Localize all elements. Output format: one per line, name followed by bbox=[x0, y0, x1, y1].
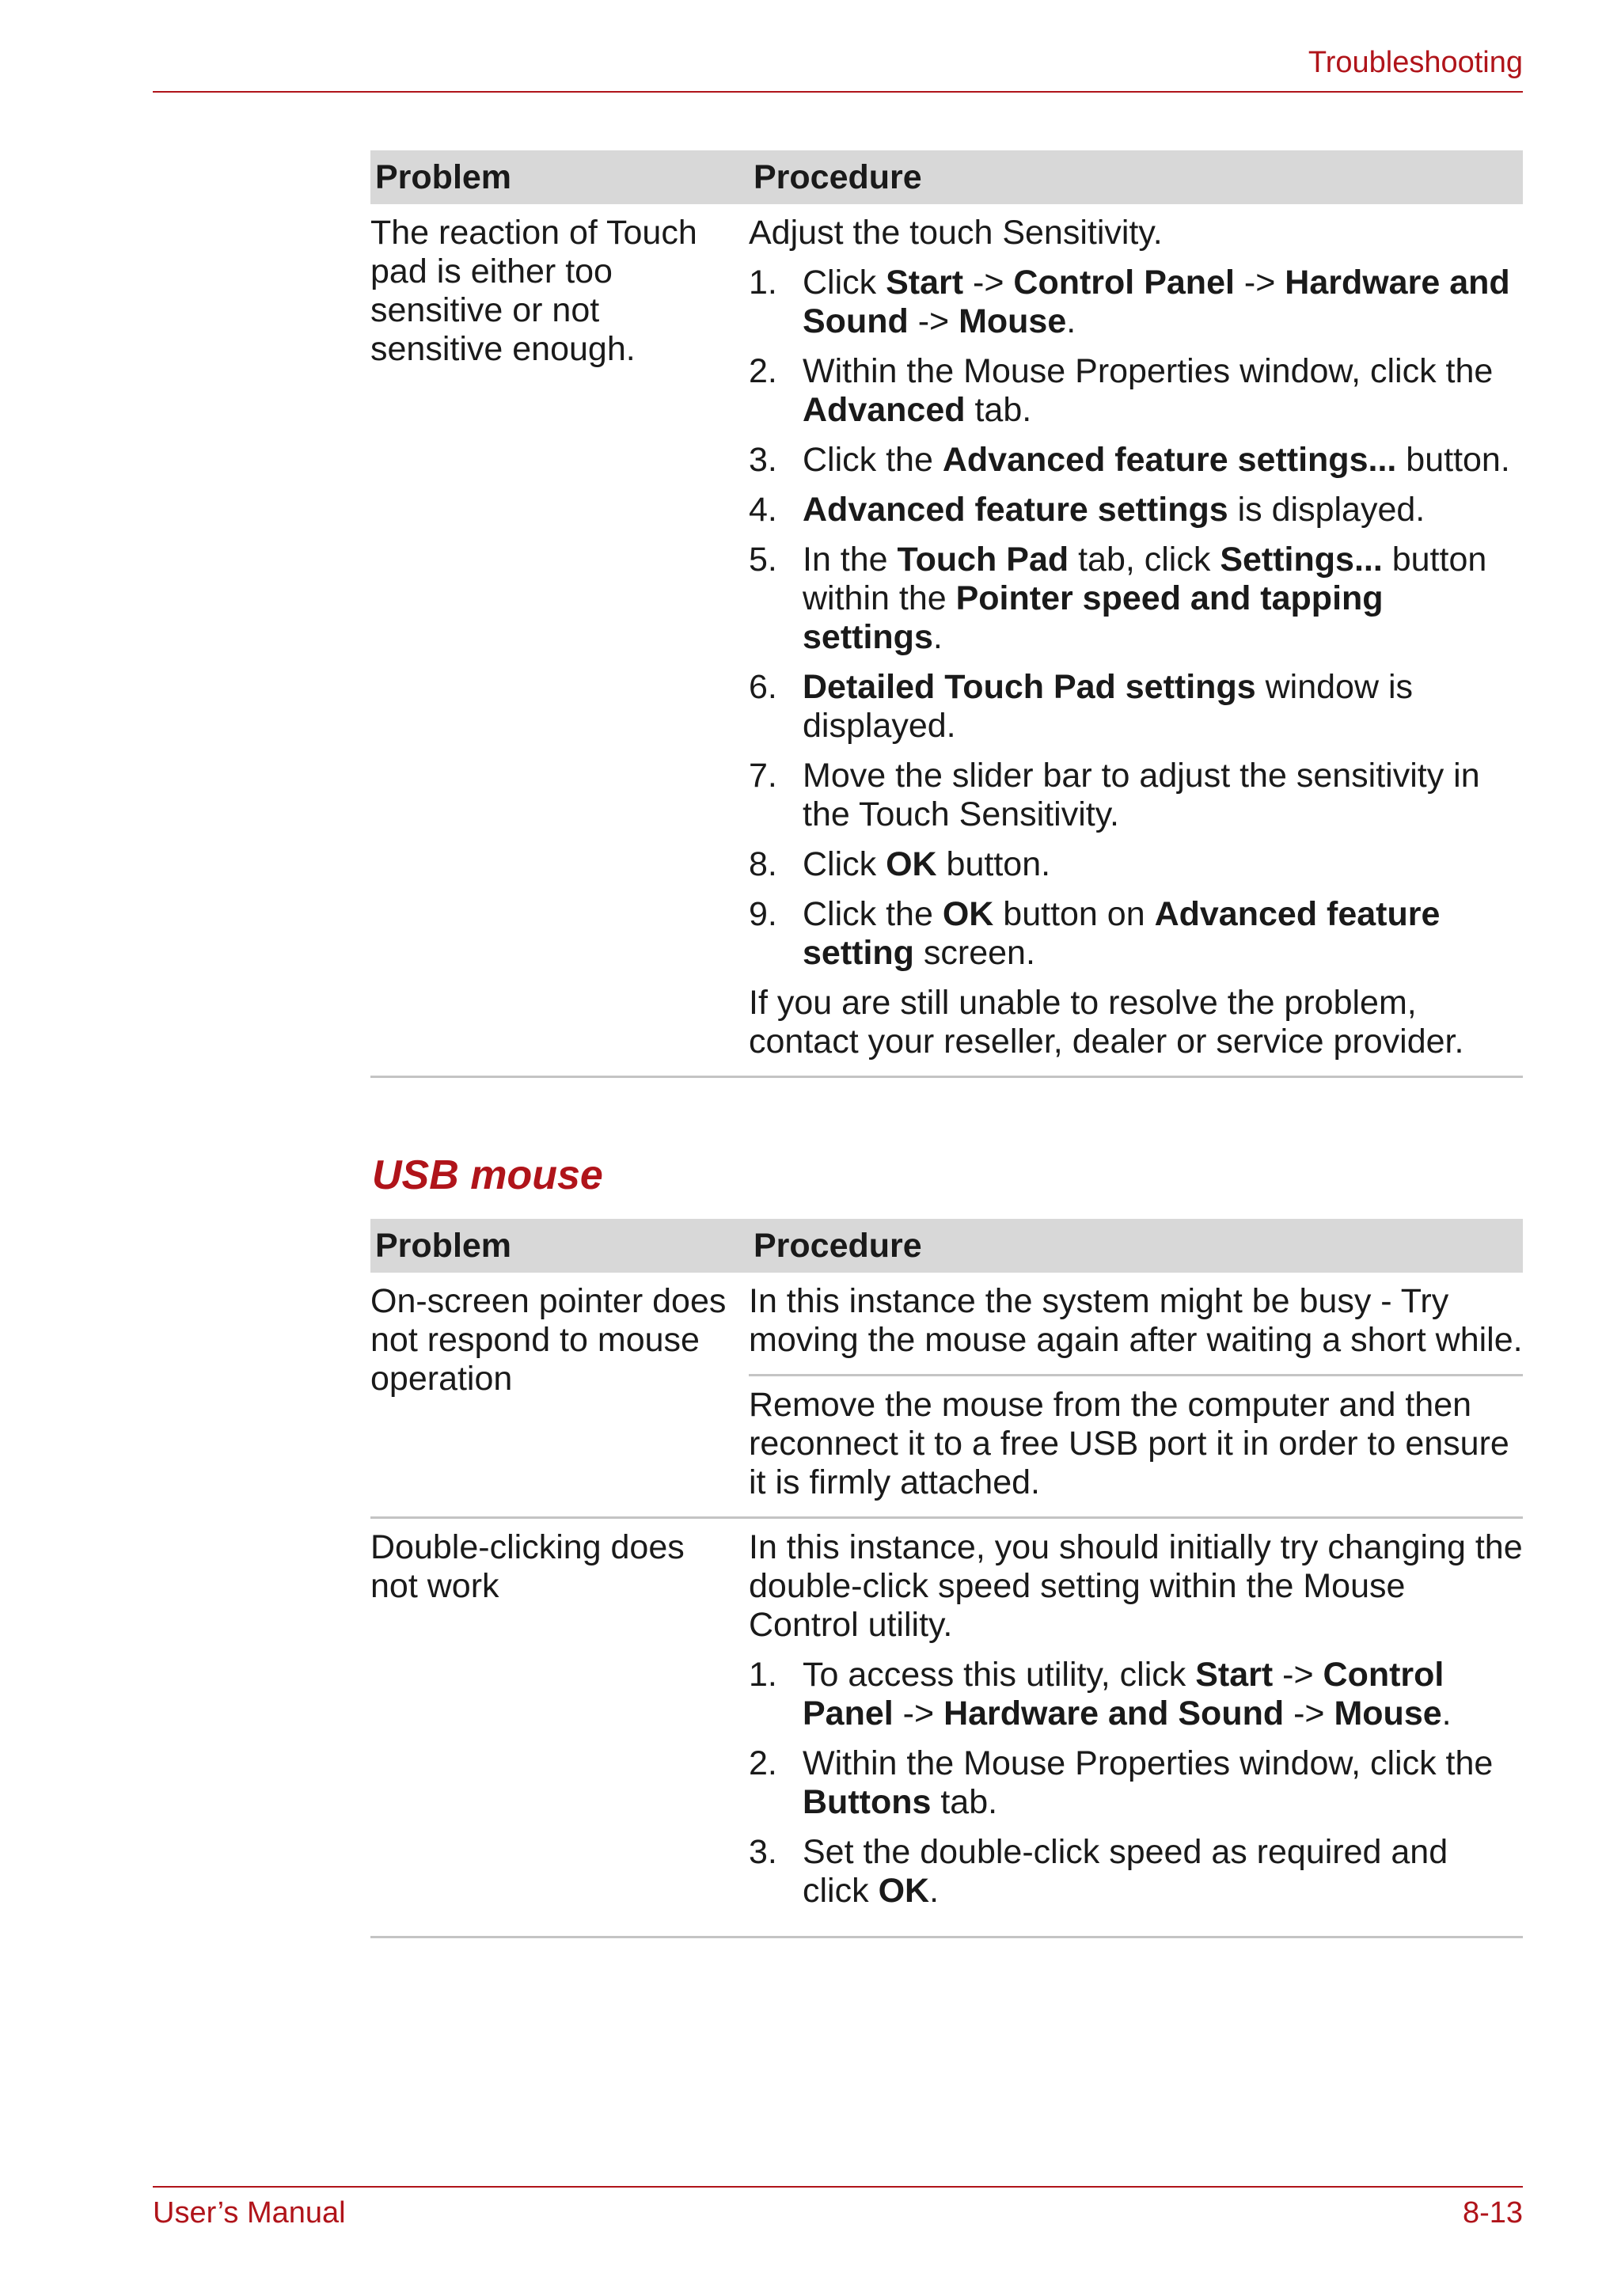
step-text-bold: Advanced feature setting bbox=[803, 895, 1441, 972]
procedure-step bbox=[749, 1744, 1523, 1822]
procedure-cell: Remove the mouse from the computer and then reconnect it to a free USB port it in order to ensure it is firmly attached. bbox=[749, 1376, 1523, 1518]
procedure-step bbox=[749, 668, 1523, 746]
step-number: 2. bbox=[749, 352, 777, 390]
usb-mouse-heading: USB mouse bbox=[372, 1152, 603, 1198]
step-number: 1. bbox=[749, 264, 777, 302]
step-text: -> bbox=[1273, 1656, 1323, 1694]
step-text-bold: Control Panel bbox=[803, 1656, 1444, 1732]
procedure-step bbox=[749, 845, 1523, 884]
step-text: button within the bbox=[803, 541, 1487, 617]
procedure-steps bbox=[749, 264, 1523, 973]
column-header-problem: Problem bbox=[370, 150, 749, 204]
table-row bbox=[370, 1518, 1523, 1937]
step-number: 4. bbox=[749, 491, 777, 529]
step-text: -> bbox=[893, 1694, 944, 1732]
step-text-bold: Start bbox=[886, 264, 964, 302]
page-number: 8-13 bbox=[1462, 2196, 1523, 2230]
procedure-step bbox=[749, 491, 1523, 529]
procedure-step bbox=[749, 757, 1523, 834]
procedure-step bbox=[749, 1656, 1523, 1733]
step-number: 5. bbox=[749, 541, 777, 579]
step-text-bold: OK bbox=[878, 1872, 930, 1910]
step-text: Click the bbox=[803, 441, 943, 479]
step-number: 6. bbox=[749, 668, 777, 706]
step-text: Click bbox=[803, 845, 886, 883]
step-text: tab. bbox=[965, 391, 1032, 429]
procedure-steps bbox=[749, 1656, 1523, 1911]
procedure-step bbox=[749, 352, 1523, 430]
step-text: Click bbox=[803, 264, 886, 302]
step-text: Within the Mouse Properties window, click the bbox=[803, 1744, 1494, 1782]
step-text: tab, click bbox=[1069, 541, 1220, 579]
problem-cell: Double-clicking does not work bbox=[370, 1518, 749, 1937]
procedure-cell bbox=[749, 204, 1523, 1077]
step-text-bold: Hardware and Sound bbox=[943, 1694, 1285, 1732]
step-text-bold: Detailed Touch Pad settings bbox=[803, 668, 1256, 706]
step-text-bold: Settings... bbox=[1220, 541, 1383, 579]
procedure-intro: In this instance, you should initially try changing the double-click speed setting within the Mouse Control utility. bbox=[749, 1528, 1523, 1644]
procedure-step bbox=[749, 1833, 1523, 1911]
footer-rule bbox=[153, 2186, 1523, 2188]
step-text-bold: Advanced bbox=[803, 391, 966, 429]
step-number: 1. bbox=[749, 1656, 777, 1694]
procedure-step bbox=[749, 895, 1523, 973]
step-text: . bbox=[932, 618, 943, 656]
procedure-step bbox=[749, 541, 1523, 657]
step-text-bold: Pointer speed and tapping settings bbox=[803, 579, 1384, 656]
step-text: . bbox=[929, 1872, 940, 1910]
step-number: 2. bbox=[749, 1744, 777, 1782]
step-number: 3. bbox=[749, 1833, 777, 1871]
column-header-procedure: Procedure bbox=[749, 150, 1523, 204]
step-text-bold: Touch Pad bbox=[897, 541, 1069, 579]
header-rule bbox=[153, 91, 1523, 93]
step-text: -> bbox=[908, 302, 959, 340]
step-text-bold: Hardware and Sound bbox=[803, 264, 1510, 340]
step-text-bold: OK bbox=[886, 845, 937, 883]
step-text: -> bbox=[1234, 264, 1285, 302]
table-row bbox=[370, 1273, 1523, 1376]
procedure-cell bbox=[749, 1518, 1523, 1937]
problem-cell: The reaction of Touch pad is either too sensitive or not sensitive enough. bbox=[370, 204, 749, 1077]
step-text: Move the slider bar to adjust the sensitivity in the Touch Sensitivity. bbox=[803, 757, 1480, 833]
step-text: screen. bbox=[913, 934, 1035, 972]
step-text-bold: OK bbox=[942, 895, 994, 933]
step-text: tab. bbox=[931, 1783, 998, 1821]
problem-cell: On-screen pointer does not respond to mouse operation bbox=[370, 1273, 749, 1518]
step-text-bold: Mouse bbox=[1334, 1694, 1442, 1732]
procedure-step bbox=[749, 264, 1523, 341]
step-text-bold: Advanced feature settings... bbox=[942, 441, 1397, 479]
step-text: -> bbox=[1284, 1694, 1334, 1732]
step-text-bold: Advanced feature settings bbox=[803, 491, 1228, 529]
step-text-bold: Buttons bbox=[803, 1783, 932, 1821]
column-header-procedure: Procedure bbox=[749, 1219, 1523, 1273]
step-text: button. bbox=[1396, 441, 1510, 479]
step-number: 3. bbox=[749, 441, 777, 479]
step-text: In the bbox=[803, 541, 898, 579]
step-number: 8. bbox=[749, 845, 777, 883]
table-row bbox=[370, 204, 1523, 1077]
procedure-step bbox=[749, 441, 1523, 480]
step-text: window is displayed. bbox=[803, 668, 1413, 745]
step-text: Click the bbox=[803, 895, 943, 933]
step-text-bold: Start bbox=[1195, 1656, 1274, 1694]
procedure-outro: If you are still unable to resolve the problem, contact your reseller, dealer or service provider. bbox=[749, 984, 1464, 1061]
step-text: is displayed. bbox=[1228, 491, 1425, 529]
step-text: Set the double-click speed as required and click bbox=[803, 1833, 1448, 1910]
step-text: button. bbox=[936, 845, 1051, 883]
header-section-title: Troubleshooting bbox=[1308, 46, 1523, 79]
usb-mouse-table bbox=[370, 1219, 1523, 1938]
procedure-intro: Adjust the touch Sensitivity. bbox=[749, 214, 1163, 252]
step-text-bold: Control Panel bbox=[1013, 264, 1235, 302]
step-text: To access this utility, click bbox=[803, 1656, 1196, 1694]
procedure-cell: In this instance the system might be busy - Try moving the mouse again after waiting a short while. bbox=[749, 1273, 1523, 1376]
step-number: 7. bbox=[749, 757, 777, 795]
step-text-bold: Mouse bbox=[959, 302, 1067, 340]
step-number: 9. bbox=[749, 895, 777, 933]
step-text: Within the Mouse Properties window, click the bbox=[803, 352, 1494, 390]
step-text: -> bbox=[963, 264, 1014, 302]
step-text: button on bbox=[993, 895, 1155, 933]
step-text: . bbox=[1066, 302, 1076, 340]
column-header-problem: Problem bbox=[370, 1219, 749, 1273]
touchpad-troubleshooting-table bbox=[370, 150, 1523, 1078]
footer-manual-title: User’s Manual bbox=[153, 2196, 346, 2230]
step-text: . bbox=[1441, 1694, 1452, 1732]
